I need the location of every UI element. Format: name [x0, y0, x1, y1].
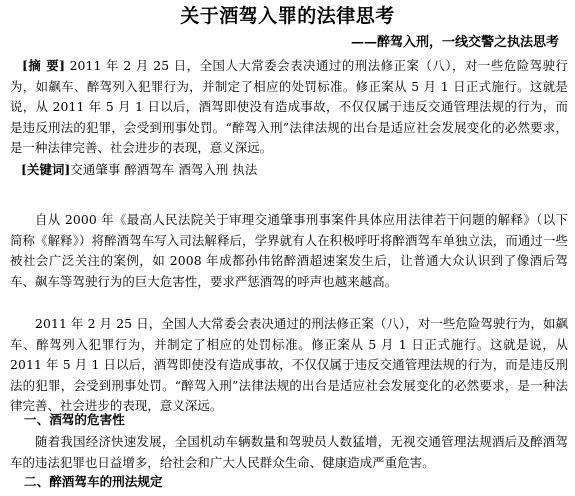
body-paragraph-3: 随着我国经济快速发展，全国机动车辆数量和驾驶员人数猛增，无视交通管理法规酒后及醉酒驾车的违法犯罪也日益增多，给社会和广大人民群众生命、健康造成严重危害。 [10, 434, 568, 470]
abstract-text: 2011 年 2 月 25 日，全国人大常委会表决通过的刑法修正案（八），对一些危险驾驶行为，如飙车、醉驾列入犯罪行为，并制定了相应的处罚标准。修正案从 5 月 1 日正式施行。这就是说，从 2011 年 5 月 1 日以后，酒驾即使没有造成事故，不仅仅属于违反交通管理法规的行为，而是违反刑法的犯罪，会受到刑事处罚。“醉驾入刑”法律法规的出台是适应社会发展变化的必然要求，是一种法律完善、社会进步的表现，意义深远。 [10, 58, 568, 156]
section-heading-1: 一、酒驾的危害性 [24, 412, 125, 427]
keywords-label: [关键词] [21, 162, 71, 177]
body-paragraph-2: 2011 年 2 月 25 日，全国人大常委会表决通过的刑法修正案（八），对一些危险驾驶行为，如飙车、醉驾列入犯罪行为，并制定了相应的处罚标准。修正案从 5 月 1 日正式施行。这就是说，从 2011 年 5 月 1 日以后，酒驾即使没有造成事故，不仅仅属于违反交通管理法规的行为，而是违反刑法的犯罪，会受到刑事处罚。“醉驾入刑”法律法规的出台是适应社会发展变化的必然要求，是一种法律完善、社会进步的表现，意义深远。 [10, 316, 568, 414]
abstract-paragraph [10, 56, 568, 159]
document-subtitle: ——醉驾入刑，一线交警之执法思考 [350, 35, 559, 50]
keywords-line [21, 160, 575, 181]
body-paragraph-1: 自从 2000 年《最高人民法院关于审理交通肇事刑事案件具体应用法律若干问题的解释》（以下简称《解释》）将醉酒驾车写入司法解释后，学界就有人在积极呼吁将醉酒驾车单独立法，而通过一些被社会广泛关注的案例，如 2008 年成都孙伟铭醉酒超速案发生后，让普通大众认识到了像酒后驾车、飙车等驾驶行为的巨大危害性，要求严惩酒驾的呼声也越来越高。 [10, 212, 568, 289]
section-heading-2: 二、醉酒驾车的刑法规定 [24, 474, 163, 489]
keywords-text: 交通肇事 醉酒驾车 酒驾入刑 执法 [70, 162, 258, 177]
abstract-label: [摘 要] [22, 58, 66, 73]
document-title: 关于酒驾入罪的法律思考 [180, 5, 395, 27]
